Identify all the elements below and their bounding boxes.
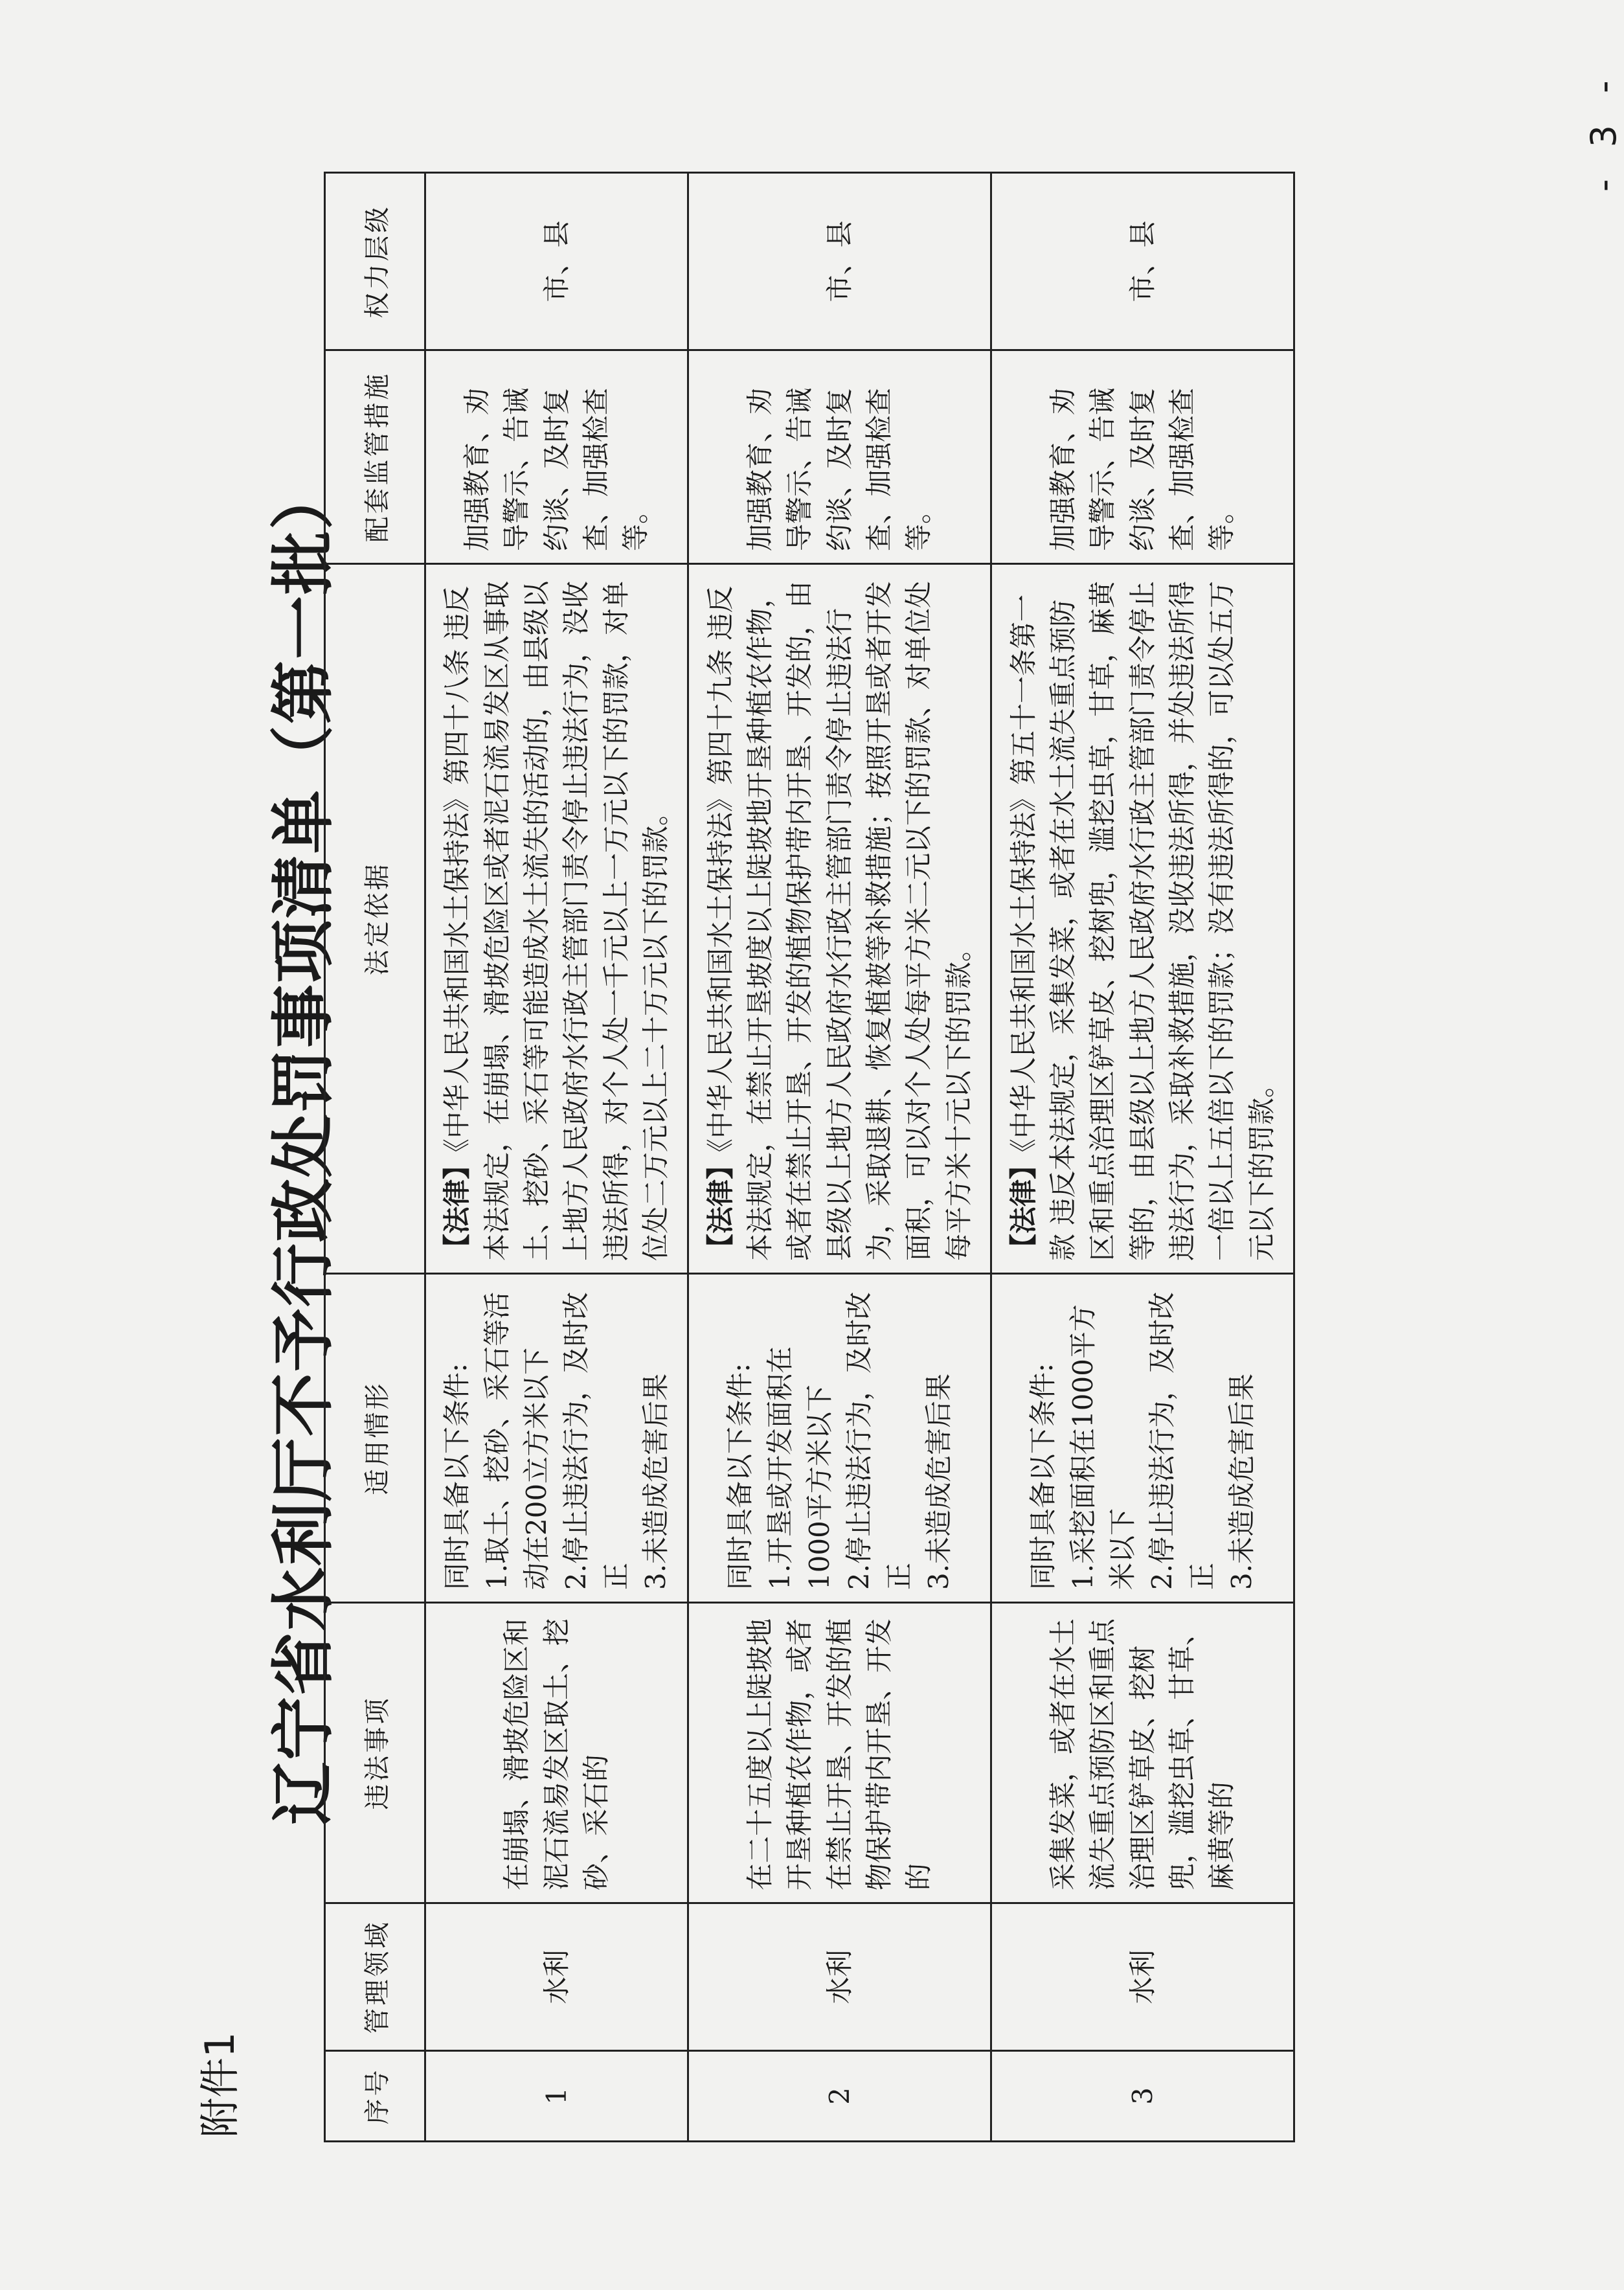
- table-row: [688, 173, 991, 2142]
- cell-measures: 加强教育、劝导警示、告诫约谈、及时复查、加强检查等。: [991, 350, 1294, 564]
- cell-seq: 3: [991, 2051, 1294, 2142]
- header-level: 权力层级: [325, 173, 425, 350]
- header-field: 管理领域: [325, 1903, 425, 2051]
- law-text: 《中华人民共和国水土保持法》第五十一条第一款 违反本法规定，采集发菜，或者在水土流失重点预防区和重点治理区铲草皮、挖树兜，滥挖虫草，甘草，麻黄等的，由县级以上地方人民政府水行政主管部门责令停止违法行为，采取补救措施，没收违法所得，并处违法所得一倍以上五倍以下的罚款；没有违法所得的，可以处五万元以下的罚款。: [1007, 580, 1278, 1261]
- table-header-row: [325, 173, 425, 2142]
- law-text: 《中华人民共和国水土保持法》第四十九条 违反本法规定，在禁止开垦坡度以上陡坡地开垦种植农作物，或者在禁止开垦、开发的植物保护带内开垦、开发的，由县级以上地方人民政府水行政主管部门责令停止违法行为，采取退耕、恢复植被等补救措施；按照开垦或者开发面积，可以对个人处每平方米二元以下的罚款、对单位处每平方米十元以下的罚款。: [704, 580, 975, 1261]
- law-type: 【法律】: [704, 1151, 736, 1261]
- condition-line: 同时具备以下条件:: [1027, 1363, 1059, 1590]
- condition-line: 2.停止违法行为，及时改正: [1146, 1291, 1218, 1590]
- cell-legal-basis: [991, 564, 1294, 1274]
- penalty-exemption-table: [324, 172, 1295, 2142]
- condition-line: 3.未造成危害后果: [1226, 1373, 1258, 1590]
- cell-item: 采集发菜，或者在水土流失重点预防区和重点治理区铲草皮、挖树兜，滥挖虫草、甘草、麻黄等的: [991, 1603, 1294, 1903]
- condition-line: 2.停止违法行为，及时改正: [843, 1291, 915, 1590]
- table-row: [425, 173, 688, 2142]
- cell-level: 市、县: [688, 173, 991, 350]
- condition-line: 2.停止违法行为，及时改正: [560, 1291, 632, 1590]
- header-item: 违法事项: [325, 1603, 425, 1903]
- header-measures: 配套监管措施: [325, 350, 425, 564]
- cell-seq: 1: [425, 2051, 688, 2142]
- cell-measures: 加强教育、劝导警示、告诫约谈、及时复查、加强检查等。: [425, 350, 688, 564]
- condition-line: 同时具备以下条件:: [724, 1363, 756, 1590]
- header-legal-basis: 法定依据: [325, 564, 425, 1274]
- cell-seq: 2: [688, 2051, 991, 2142]
- page-number: - 3 -: [1583, 70, 1624, 192]
- cell-legal-basis: [425, 564, 688, 1274]
- condition-line: 1.开垦或开发面积在1000平方米以下: [763, 1346, 835, 1590]
- header-seq: 序号: [325, 2051, 425, 2142]
- cell-field: 水利: [688, 1903, 991, 2051]
- cell-item: 在二十五度以上陡坡地开垦种植农作物，或者在禁止开垦、开发的植物保护带内开垦、开发的: [688, 1603, 991, 1903]
- condition-line: 3.未造成危害后果: [922, 1373, 954, 1590]
- cell-field: 水利: [991, 1903, 1294, 2051]
- table-row: [991, 173, 1294, 2142]
- cell-condition: [688, 1274, 991, 1603]
- condition-line: 同时具备以下条件:: [441, 1363, 473, 1590]
- cell-measures: 加强教育、劝导警示、告诫约谈、及时复查、加强检查等。: [688, 350, 991, 564]
- condition-line: 1.取土、挖砂、采石等活动在200立方米以下: [480, 1291, 553, 1590]
- header-condition: 适用情形: [325, 1274, 425, 1603]
- law-type: 【法律】: [1007, 1151, 1039, 1261]
- attachment-label: 附件1: [196, 2032, 243, 2138]
- cell-legal-basis: [688, 564, 991, 1274]
- condition-line: 1.采挖面积在1000平方米以下: [1066, 1304, 1139, 1590]
- condition-line: 3.未造成危害后果: [640, 1373, 671, 1590]
- page-title: 辽宁省水利厅不予行政处罚事项清单（第一批）: [267, 465, 341, 1826]
- cell-condition: [425, 1274, 688, 1603]
- cell-condition: [991, 1274, 1294, 1603]
- law-text: 《中华人民共和国水土保持法》第四十八条 违反本法规定，在崩塌、滑坡危险区或者泥石流易发区从事取土、挖砂、采石等可能造成水土流失的活动的，由县级以上地方人民政府水行政主管部门责令停止违法行为，没收违法所得，对个人处一千元以上一万元以下的罚款，对单位处二万元以上二十万元以下的罚款。: [441, 580, 671, 1261]
- cell-level: 市、县: [991, 173, 1294, 350]
- cell-level: 市、县: [425, 173, 688, 350]
- law-type: 【法律】: [441, 1151, 473, 1261]
- cell-item: 在崩塌、滑坡危险区和泥石流易发区取土、挖砂、采石的: [425, 1603, 688, 1903]
- cell-field: 水利: [425, 1903, 688, 2051]
